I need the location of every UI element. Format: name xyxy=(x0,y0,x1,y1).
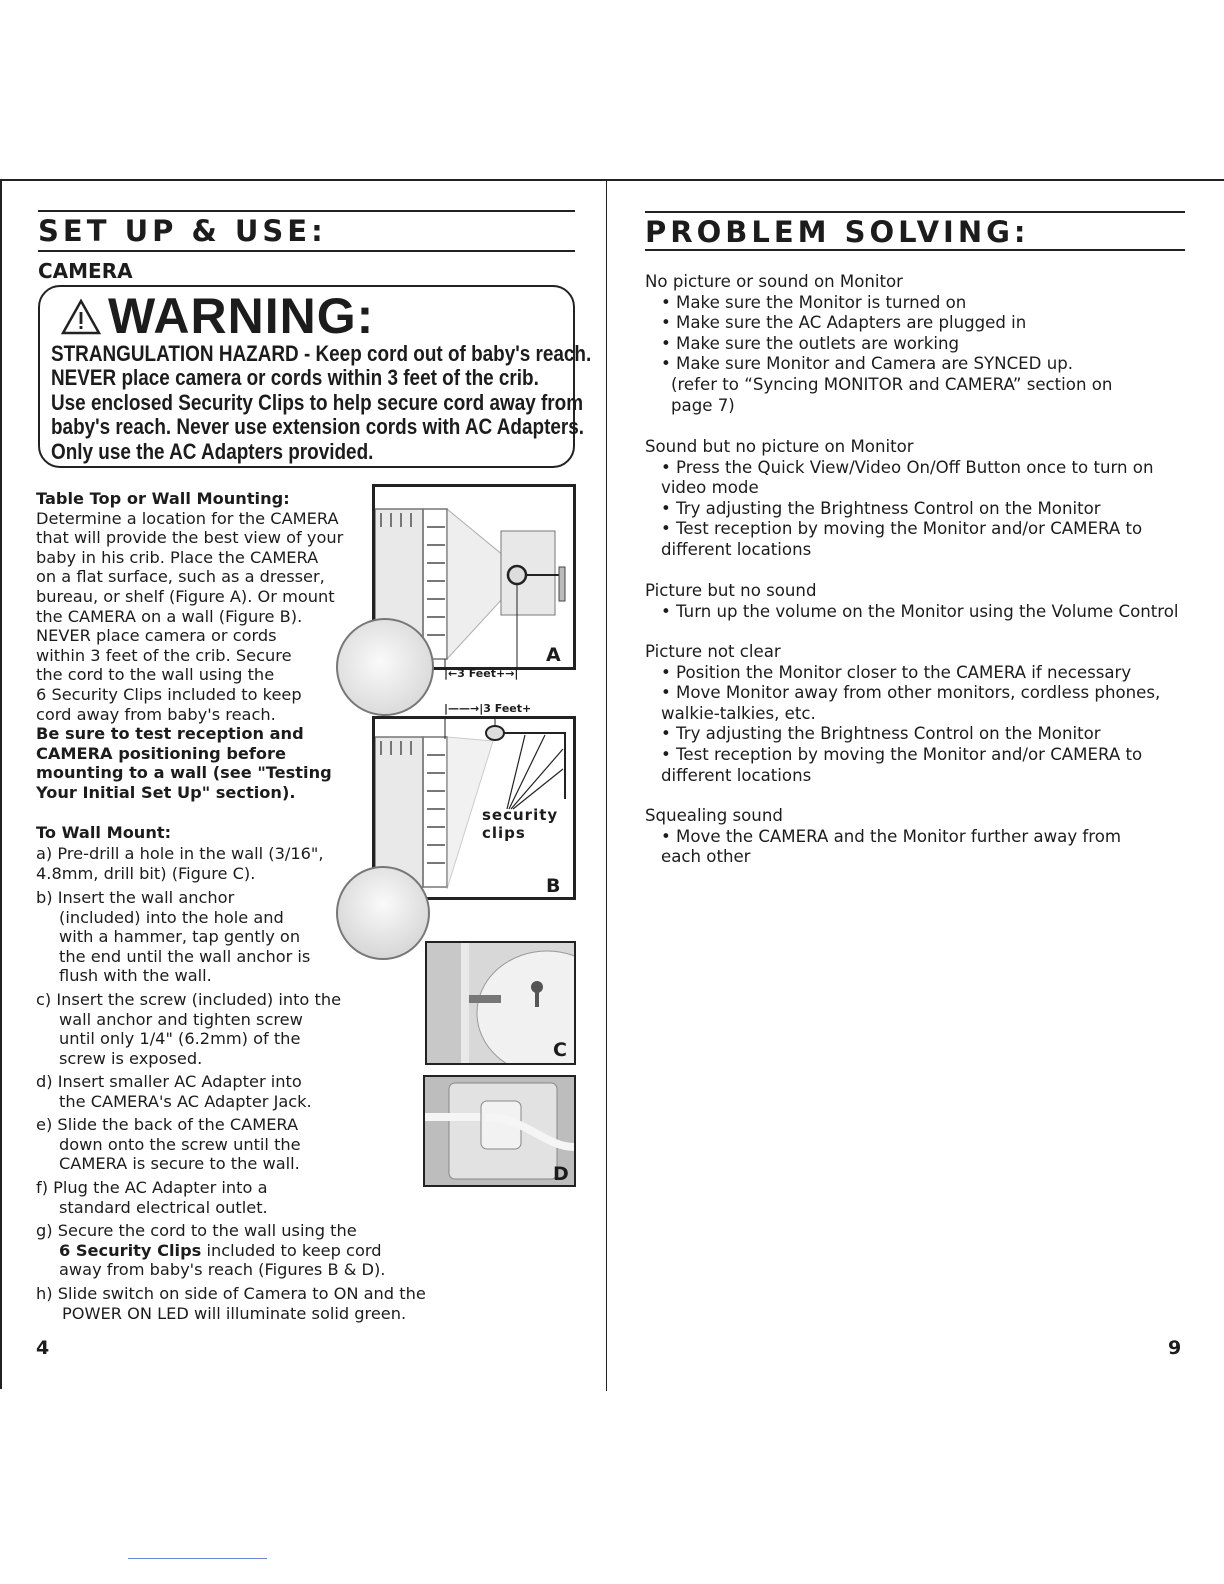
mounting-note: mounting to a wall (see "Testing xyxy=(36,763,332,783)
page-number-right: 9 xyxy=(1168,1337,1182,1359)
step-line: 4.8mm, drill bit) (Figure C). xyxy=(36,863,256,883)
warning-line: Use enclosed Security Clips to help secure cord away from xyxy=(51,389,584,415)
step-line: a) Pre-drill a hole in the wall (3/16", xyxy=(36,844,324,863)
camera-closeup-circle xyxy=(336,618,434,716)
step-line: c) Insert the screw (included) into the xyxy=(36,990,342,1009)
clips-label-line: security xyxy=(482,806,559,824)
problem-bullet: • Test reception by moving the Monitor and/or CAMERA to xyxy=(661,519,1143,539)
heading-rule-bottom xyxy=(645,249,1185,251)
mounting-note: Your Initial Set Up" section). xyxy=(36,782,296,802)
mounting-line: baby in his crib. Place the CAMERA xyxy=(36,547,319,567)
step-g xyxy=(36,1221,385,1280)
step-h xyxy=(36,1284,426,1323)
problem-title: Sound but no picture on Monitor xyxy=(645,437,914,456)
step-line: h) Slide switch on side of Camera to ON and the xyxy=(36,1284,426,1303)
problem-note: (refer to “Syncing MONITOR and CAMERA” section on xyxy=(671,374,1113,394)
clips-label-line: clips xyxy=(482,824,526,842)
figure-a-measurement: |←3 Feet+→| xyxy=(444,667,519,680)
problem-bullet: • Move Monitor away from other monitors, cordless phones, xyxy=(661,683,1161,703)
heading-rule-bottom xyxy=(38,250,575,252)
mounting-line: NEVER place camera or cords xyxy=(36,626,277,646)
problem-title: Picture but no sound xyxy=(645,581,817,600)
problem-no-picture-sound xyxy=(645,272,1112,416)
mounting-note: CAMERA positioning before xyxy=(36,743,287,763)
step-line: with a hammer, tap gently on xyxy=(59,927,301,947)
mounting-line: on a flat surface, such as a dresser, xyxy=(36,567,325,587)
step-line: included to keep cord xyxy=(201,1240,382,1260)
mounting-line: that will provide the best view of your xyxy=(36,528,344,548)
problem-title: Squealing sound xyxy=(645,806,783,825)
page-divider xyxy=(606,179,607,1391)
step-line: b) Insert the wall anchor xyxy=(36,888,235,907)
warning-title: WARNING: xyxy=(108,288,375,344)
step-line: d) Insert smaller AC Adapter into xyxy=(36,1072,302,1091)
problem-note: page 7) xyxy=(671,395,735,415)
step-line: POWER ON LED will illuminate solid green. xyxy=(62,1303,407,1323)
problem-bullet: walkie-talkies, etc. xyxy=(661,703,816,723)
heading-rule-top xyxy=(38,210,575,212)
problem-bullet: • Move the CAMERA and the Monitor further away from xyxy=(661,826,1122,846)
step-line: e) Slide the back of the CAMERA xyxy=(36,1115,299,1134)
problem-squealing-sound xyxy=(645,806,1121,868)
problem-picture-no-sound xyxy=(645,581,1178,622)
figure-d-label: D xyxy=(553,1163,569,1185)
page-left-border xyxy=(0,179,2,1389)
figure-b-label: B xyxy=(546,875,561,897)
problem-bullet: • Make sure Monitor and Camera are SYNCED up. xyxy=(661,354,1074,374)
step-line: (included) into the hole and xyxy=(59,907,284,927)
measure-text: 3 Feet+ xyxy=(457,667,506,680)
link-underline xyxy=(128,1558,267,1559)
step-f xyxy=(36,1178,268,1217)
step-line: wall anchor and tighten screw xyxy=(59,1009,303,1029)
problem-bullet: • Test reception by moving the Monitor and/or CAMERA to xyxy=(661,744,1143,764)
problem-bullet: video mode xyxy=(661,478,759,498)
mounting-title: Table Top or Wall Mounting: xyxy=(36,489,290,508)
step-a xyxy=(36,844,324,883)
problem-title: No picture or sound on Monitor xyxy=(645,272,903,291)
step-line: screw is exposed. xyxy=(59,1048,203,1068)
warning-triangle-icon xyxy=(60,298,102,336)
step-line: CAMERA is secure to the wall. xyxy=(59,1154,300,1174)
heading-rule-top xyxy=(645,211,1185,213)
step-line: down onto the screw until the xyxy=(59,1134,301,1154)
step-line: away from baby's reach (Figures B & D). xyxy=(59,1260,386,1280)
step-e xyxy=(36,1115,301,1174)
mounting-line: bureau, or shelf (Figure A). Or mount xyxy=(36,586,335,606)
mounting-line: Determine a location for the CAMERA xyxy=(36,508,339,528)
page-number-left: 4 xyxy=(36,1337,50,1359)
problem-bullet: • Make sure the outlets are working xyxy=(661,333,960,353)
step-line: the CAMERA's AC Adapter Jack. xyxy=(59,1091,312,1111)
step-c xyxy=(36,990,341,1068)
screw-wall-photo xyxy=(427,943,574,1063)
page-top-border xyxy=(0,179,1224,181)
figure-c xyxy=(425,941,576,1065)
step-line: g) Secure the cord to the wall using the xyxy=(36,1221,357,1240)
page-title: SET UP & USE: xyxy=(38,214,327,248)
figure-d xyxy=(423,1075,576,1187)
warning-text xyxy=(51,341,592,464)
step-line: until only 1/4" (6.2mm) of the xyxy=(59,1029,301,1049)
mounting-line: within 3 feet of the crib. Secure xyxy=(36,645,292,665)
problem-title: Picture not clear xyxy=(645,642,781,661)
problem-bullet: • Make sure the Monitor is turned on xyxy=(661,292,967,312)
mounting-line: cord away from baby's reach. xyxy=(36,704,276,724)
step-line: f) Plug the AC Adapter into a xyxy=(36,1178,268,1197)
security-clip-photo xyxy=(425,1077,574,1185)
measure-text: 3 Feet+ xyxy=(483,702,532,715)
problem-bullet: • Press the Quick View/Video On/Off Button once to turn on xyxy=(661,457,1154,477)
step-line: the end until the wall anchor is xyxy=(59,946,311,966)
problem-bullet: different locations xyxy=(661,765,812,785)
warning-line: baby's reach. Never use extension cords with AC Adapters. xyxy=(51,414,585,440)
step-line: flush with the wall. xyxy=(59,966,212,986)
warning-line: STRANGULATION HAZARD - Keep cord out of baby's reach. xyxy=(51,341,592,366)
problem-bullet: • Make sure the AC Adapters are plugged in xyxy=(661,313,1027,333)
mounting-section xyxy=(36,489,343,803)
page-title: PROBLEM SOLVING: xyxy=(645,215,1030,249)
problem-bullet: • Position the Monitor closer to the CAMERA if necessary xyxy=(661,662,1132,682)
mounting-line: 6 Security Clips included to keep xyxy=(36,684,302,704)
figure-a-label: A xyxy=(546,644,561,666)
problem-bullet: • Try adjusting the Brightness Control on the Monitor xyxy=(661,724,1101,744)
step-line: standard electrical outlet. xyxy=(59,1197,268,1217)
mounting-line: the cord to the wall using the xyxy=(36,665,275,685)
section-subheading: CAMERA xyxy=(38,259,133,283)
warning-line: Only use the AC Adapters provided. xyxy=(51,438,374,464)
mounting-line: the CAMERA on a wall (Figure B). xyxy=(36,606,303,626)
step-b xyxy=(36,888,310,986)
figure-c-label: C xyxy=(553,1039,567,1061)
problem-picture-not-clear xyxy=(645,642,1160,786)
problem-bullet: different locations xyxy=(661,539,812,559)
step-d xyxy=(36,1072,312,1111)
problem-bullet: • Try adjusting the Brightness Control on the Monitor xyxy=(661,498,1101,518)
problem-bullet: • Turn up the volume on the Monitor using the Volume Control xyxy=(661,601,1179,621)
problem-sound-no-picture xyxy=(645,437,1153,561)
security-clips-emphasis: 6 Security Clips xyxy=(59,1240,202,1260)
security-clips-label xyxy=(482,806,558,842)
mounting-note: Be sure to test reception and xyxy=(36,724,304,744)
figure-b-measurement: |——→|3 Feet+ xyxy=(444,702,532,715)
problem-bullet: each other xyxy=(661,847,751,867)
wall-anchor-closeup-circle xyxy=(336,866,430,960)
wall-mount-title: To Wall Mount: xyxy=(36,823,172,842)
warning-line: NEVER place camera or cords within 3 feet of the crib. xyxy=(51,365,539,391)
